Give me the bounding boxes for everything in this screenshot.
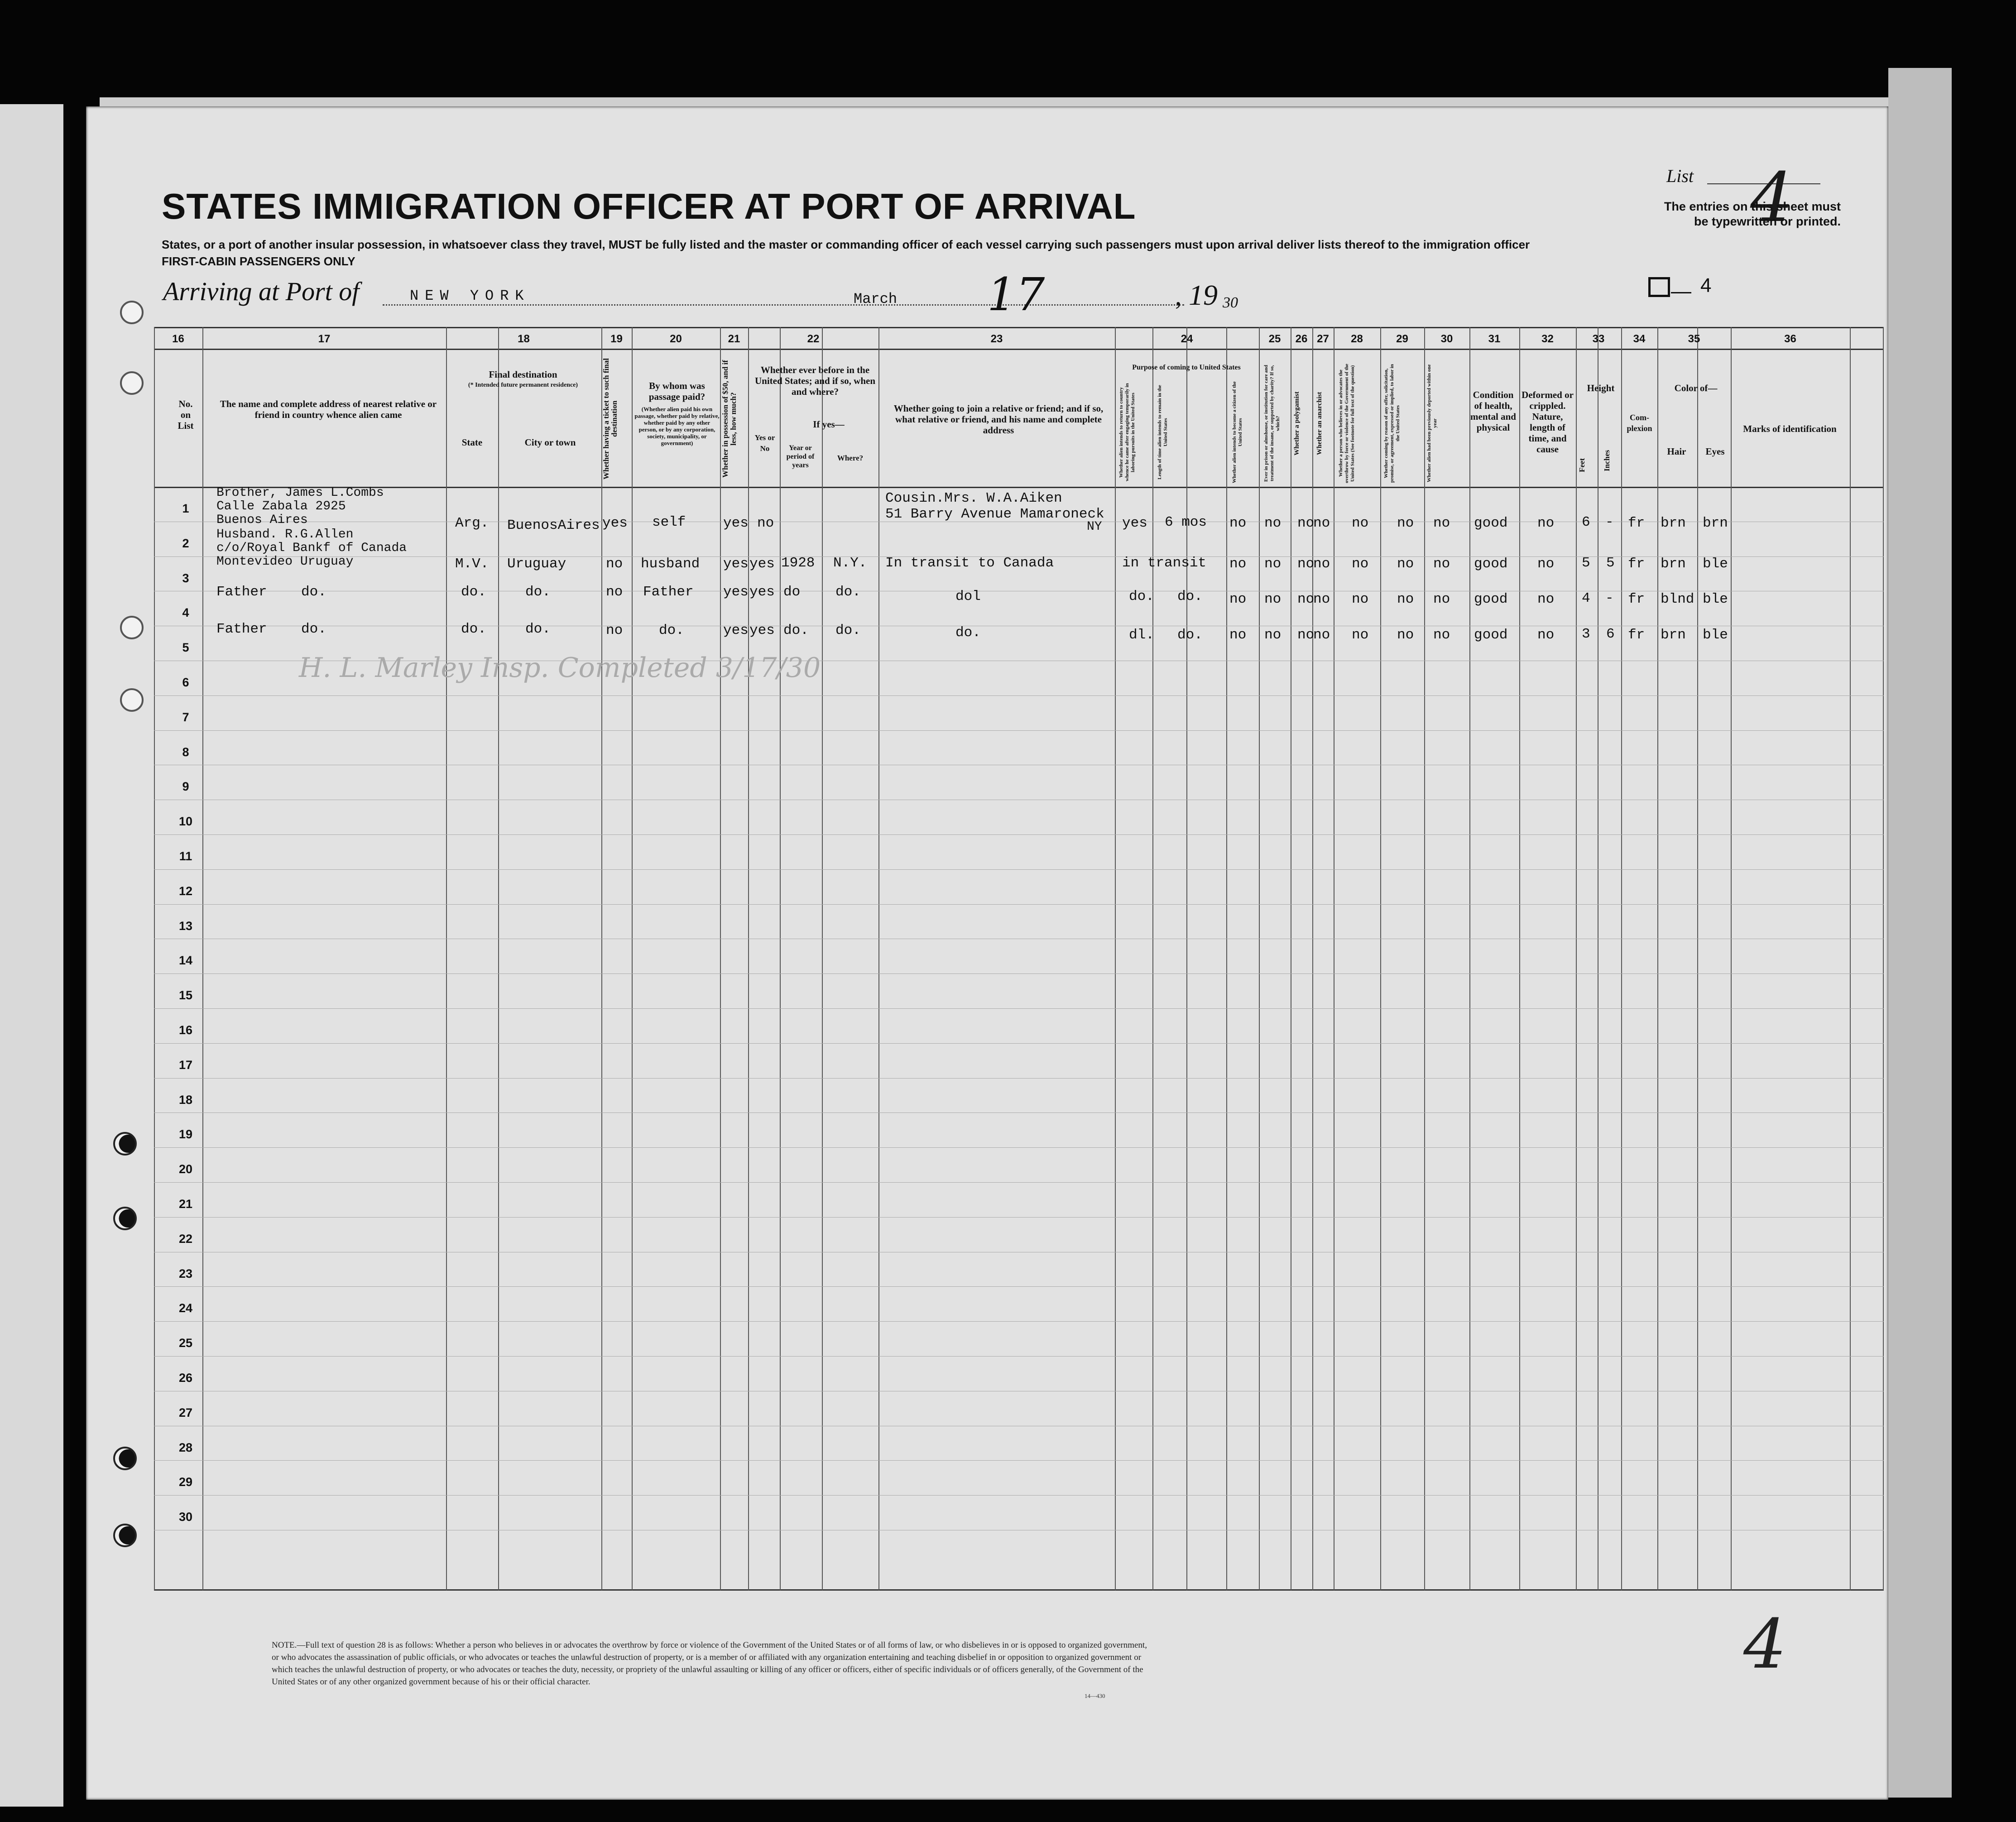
column-rule — [446, 327, 447, 1590]
health: good — [1474, 627, 1508, 643]
header-polygamist: Whether a polygamist — [1293, 391, 1301, 456]
column-number: 18 — [518, 333, 530, 345]
column-rule — [1621, 327, 1622, 1590]
column-number: 16 — [172, 333, 184, 345]
citizen: no — [1229, 627, 1247, 643]
column-rule — [1576, 327, 1577, 1590]
header-return-intent: Whether alien intends to return to country whence he came after engaging temporarily in laboring pursuits in the United States — [1118, 383, 1136, 482]
column-number: 24 — [1181, 333, 1193, 345]
ticket: yes — [602, 515, 628, 531]
relative-address: c/o/Royal Bankf of Canada — [216, 541, 407, 555]
row-number: 21 — [178, 1197, 193, 1211]
header-city: City or town — [524, 437, 576, 448]
binder-hole — [113, 1524, 137, 1547]
row-rule — [154, 695, 1884, 696]
before-us: no — [757, 515, 774, 531]
row-number: 9 — [182, 780, 189, 794]
hair: brn — [1661, 515, 1686, 531]
header-feet: Feet — [1578, 458, 1586, 473]
page-title: STATES IMMIGRATION OFFICER AT PORT OF ARRIVAL — [162, 186, 1136, 226]
row-number: 27 — [178, 1405, 193, 1419]
row-number: 14 — [178, 954, 193, 968]
column-number: 36 — [1784, 333, 1796, 345]
row-number: 13 — [178, 919, 193, 933]
column-rule — [154, 327, 155, 1590]
row-rule — [154, 1495, 1884, 1496]
column-number: 32 — [1541, 333, 1554, 345]
citizen: no — [1229, 591, 1247, 607]
polygamist: no — [1297, 515, 1315, 531]
overthrow: no — [1352, 556, 1369, 572]
port-dotted-line — [383, 304, 1184, 306]
row-number: 28 — [178, 1440, 193, 1454]
header-before-us: Whether ever before in the United States; and if so, when and where? — [754, 364, 876, 397]
row-rule — [154, 1460, 1884, 1461]
header-money: Whether in possession of $50, and if less, how much? — [721, 360, 738, 478]
row-rule — [154, 1147, 1884, 1148]
column-number: 35 — [1688, 333, 1700, 345]
header-year: Year or period of years — [786, 444, 815, 469]
anarchist: no — [1313, 627, 1330, 643]
column-number: 17 — [318, 333, 331, 345]
anarchist: no — [1313, 591, 1330, 607]
header-prison: Ever in prison or almshouse, or institution for care and treatment of the insane, or supported by charity? If so, which? — [1263, 364, 1281, 482]
return-intent: yes — [1122, 515, 1147, 531]
relative-do: do. — [301, 621, 326, 637]
height-inches: - — [1605, 590, 1614, 606]
column-number: 22 — [807, 333, 820, 345]
relative-name: Brother, James L.Combs — [216, 486, 384, 500]
deformed: no — [1537, 515, 1555, 531]
row-number: 23 — [178, 1266, 193, 1280]
join-relative: do. — [955, 625, 981, 641]
relative-name: Father — [216, 584, 267, 600]
health: good — [1474, 515, 1508, 531]
city: BuenosAires — [507, 518, 600, 533]
before-year: do — [783, 584, 801, 600]
before-us: yes — [749, 623, 775, 638]
before-us: yes — [749, 584, 775, 600]
header-state: State — [461, 437, 483, 448]
row-number: 12 — [178, 884, 193, 898]
column-rule — [1226, 327, 1227, 1590]
row-number: 18 — [178, 1093, 193, 1107]
row-number: 19 — [178, 1127, 193, 1141]
complexion: fr — [1628, 556, 1645, 572]
column-rule — [1424, 327, 1425, 1590]
column-rule — [1657, 327, 1658, 1590]
join-relative: dol — [955, 589, 981, 604]
before-where: do. — [835, 584, 861, 600]
header-join-relative: Whether going to join a relative or friend; and if so, what relative or friend, and his name and complete address — [893, 403, 1104, 436]
complexion: fr — [1628, 591, 1645, 607]
row-rule — [154, 730, 1884, 731]
join-relative: Cousin.Mrs. W.A.Aiken — [885, 490, 1062, 506]
deported: no — [1433, 556, 1450, 572]
money: yes — [723, 584, 749, 600]
binder-hole — [120, 301, 144, 324]
header-passage-paid: By whom was passage paid? (Whether alien paid his own passage, whether paid by relative, whether paid by any other person, or by any corporation, society, municipality, or government) — [634, 380, 720, 446]
row-rule — [154, 1356, 1884, 1357]
column-number: 33 — [1592, 333, 1605, 345]
month-value: March — [854, 291, 898, 307]
row-number: 16 — [178, 1023, 193, 1037]
column-rule — [1380, 327, 1381, 1590]
before-us: yes — [749, 556, 775, 572]
binder-hole — [120, 688, 144, 712]
height-feet: 4 — [1582, 590, 1590, 606]
deported: no — [1433, 591, 1450, 607]
row-number: 2 — [182, 536, 189, 550]
overthrow: no — [1352, 591, 1369, 607]
height-feet: 5 — [1582, 555, 1590, 571]
ticket: no — [606, 556, 623, 572]
column-rule — [1152, 327, 1153, 1590]
column-rule — [1115, 327, 1116, 1590]
labor-offer: no — [1397, 591, 1414, 607]
sheet-number: 4 — [1700, 274, 1712, 297]
deported: no — [1433, 515, 1450, 531]
complexion: fr — [1628, 515, 1645, 531]
list-label: List — [1666, 166, 1694, 186]
instruction-text: The entries on this sheet must be typewritten or printed. — [1664, 200, 1841, 228]
header-health: Condition of health, mental and physical — [1470, 389, 1516, 433]
length-stay: do. — [1177, 589, 1203, 604]
column-rule — [1469, 327, 1470, 1590]
row-number: 15 — [178, 988, 193, 1002]
before-year: 1928 — [781, 555, 815, 571]
binder-hole — [120, 371, 144, 395]
eyes: ble — [1703, 556, 1728, 572]
header-relative: The name and complete address of nearest relative or friend in country whence alien came — [220, 398, 437, 420]
deformed: no — [1537, 627, 1555, 643]
column-number: 21 — [728, 333, 740, 345]
eyes: ble — [1703, 591, 1728, 607]
header-anarchist: Whether an anarchist — [1316, 392, 1323, 455]
anarchist: no — [1313, 515, 1330, 531]
row-number: 20 — [178, 1162, 193, 1176]
row-rule — [154, 904, 1884, 905]
row-number: 11 — [179, 849, 192, 863]
row-rule — [154, 869, 1884, 870]
anarchist: no — [1313, 556, 1330, 572]
column-number: 27 — [1317, 333, 1329, 345]
list-number: 4 — [1750, 158, 1794, 237]
labor-offer: no — [1397, 627, 1414, 643]
page-mark: 4 — [1743, 1605, 1787, 1684]
height-inches: 6 — [1606, 626, 1615, 642]
labor-offer: no — [1397, 515, 1414, 531]
paid-by: husband — [641, 556, 700, 572]
eyes: brn — [1703, 515, 1728, 531]
header-overthrow: Whether a person who believes in or advocates the overthrow by force or violence of the Government of the United States (See footnote for full text of the question) — [1338, 364, 1355, 483]
height-feet: 6 — [1582, 514, 1590, 530]
header-citizen: Whether alien intends to become a citizen of the United States — [1232, 381, 1243, 484]
row-number: 1 — [182, 502, 189, 515]
row-number: 17 — [178, 1058, 193, 1072]
row-number: 10 — [178, 815, 193, 829]
polygamist: no — [1297, 556, 1315, 572]
relative-city: Buenos Aires — [216, 513, 308, 527]
relative-do: do. — [301, 584, 326, 600]
binder-hole — [113, 1132, 137, 1156]
purpose: in transit — [1122, 555, 1207, 571]
row-number: 6 — [182, 676, 189, 689]
row-rule — [154, 1182, 1884, 1183]
table-header-rule — [154, 487, 1884, 488]
header-eyes: Eyes — [1705, 446, 1725, 457]
state: do. — [461, 621, 486, 637]
column-number: 30 — [1440, 333, 1453, 345]
join-address: 51 Barry Avenue Mamaroneck — [885, 506, 1104, 522]
column-number: 34 — [1633, 333, 1646, 345]
relative-city: Montevideo Uruguay — [216, 555, 354, 569]
column-rule — [1850, 327, 1851, 1590]
row-number: 29 — [178, 1475, 193, 1489]
city: Uruguay — [507, 556, 566, 572]
return-intent: dl. — [1129, 627, 1154, 643]
row-number: 30 — [178, 1510, 193, 1524]
column-number: 31 — [1488, 333, 1501, 345]
header-ticket: Whether having a ticket to such final destination — [602, 358, 619, 479]
manifest-sheet — [86, 106, 1888, 1800]
row-number: 3 — [182, 571, 189, 585]
row-rule — [154, 1043, 1884, 1044]
state: Arg. — [455, 515, 489, 531]
column-number: 29 — [1396, 333, 1408, 345]
length-stay: do. — [1177, 627, 1203, 643]
eyes: ble — [1703, 627, 1728, 643]
header-where: Where? — [837, 454, 864, 462]
row-number: 8 — [182, 745, 189, 759]
prison: no — [1264, 627, 1282, 643]
before-where: N.Y. — [833, 555, 867, 571]
height-inches: - — [1605, 514, 1614, 530]
header-inches: Inches — [1603, 450, 1611, 472]
day-value: 17 — [987, 268, 1045, 321]
header-final-destination: Final destination (* Intended future permanent residence) — [468, 369, 578, 388]
money: yes — [723, 623, 749, 638]
column-number: 28 — [1351, 333, 1363, 345]
arriving-label: Arriving at Port of — [163, 277, 360, 306]
hair: blnd — [1661, 591, 1694, 607]
state: do. — [461, 584, 486, 600]
paid-by: self — [652, 514, 686, 530]
money: yes — [723, 515, 749, 531]
paid-by: do. — [659, 623, 684, 638]
prison: no — [1264, 515, 1282, 531]
column-rule — [1697, 327, 1698, 1590]
city: do. — [525, 621, 551, 637]
height-inches: 5 — [1606, 555, 1615, 571]
sheet-number-box — [1648, 277, 1670, 297]
join-relative: In transit to Canada — [885, 555, 1054, 571]
state: M.V. — [455, 556, 489, 572]
column-rule — [632, 327, 633, 1590]
row-number: 25 — [178, 1336, 193, 1350]
header-length-stay: Length of time alien intends to remain in the United States — [1157, 385, 1168, 480]
column-rule — [1883, 327, 1884, 1590]
header-height: Height — [1587, 383, 1615, 393]
left-page-edge — [0, 104, 63, 1807]
header-hair: Hair — [1667, 446, 1686, 457]
prison: no — [1264, 556, 1282, 572]
money: yes — [723, 556, 749, 572]
citizen: no — [1229, 556, 1247, 572]
ticket: no — [606, 584, 623, 600]
row-rule — [154, 1286, 1884, 1287]
header-color: Color of— — [1674, 383, 1718, 393]
column-rule — [878, 327, 879, 1590]
row-rule — [154, 1321, 1884, 1322]
form-code: 14—430 — [1085, 1693, 1105, 1699]
column-rule — [1519, 327, 1520, 1590]
header-before-yes: Yes or No — [754, 433, 775, 453]
paid-by: Father — [643, 584, 694, 600]
overthrow: no — [1352, 515, 1369, 531]
deformed: no — [1537, 591, 1555, 607]
height-feet: 3 — [1582, 626, 1590, 642]
row-number: 4 — [182, 606, 189, 620]
citizen: no — [1229, 515, 1247, 531]
row-rule — [154, 1078, 1884, 1079]
right-page-edge — [1888, 68, 1952, 1798]
table-top-rule — [154, 327, 1884, 328]
row-rule — [154, 1112, 1884, 1113]
column-number: 20 — [670, 333, 682, 345]
polygamist: no — [1297, 627, 1315, 643]
footnote: NOTE.—Full text of question 28 is as follows: Whether a person who believes in or advocates the overthrow by force or violence of the Government of the United States or of all forms of law, or who disbelieves in or is opposed to organized government, or who advocates the assassination of public officials, or who advocates or teaches the unlawful destruction of property, or is a member of or affiliated with any organization entertaining and teaching disbelief in or opposition to organized government or which teaches the unlawful destruction of property, or who advocates or teaches the duty, necessity, or propriety of the unlawful assaulting or killing of any officer or officers, either of specific individuals or of officers generally, of the Government of the United States or of any other organized government because of his or their official character. — [272, 1640, 1147, 1687]
before-year: do. — [783, 623, 809, 638]
row-rule — [154, 834, 1884, 835]
deported: no — [1433, 627, 1450, 643]
binder-hole — [120, 616, 144, 639]
column-number: 19 — [610, 333, 623, 345]
column-rule — [720, 327, 721, 1590]
hair: brn — [1661, 627, 1686, 643]
first-cabin-label: FIRST-CABIN PASSENGERS ONLY — [162, 254, 355, 268]
before-where: do. — [835, 623, 861, 638]
column-number: 23 — [990, 333, 1003, 345]
port-value: NEW YORK — [410, 288, 530, 304]
row-rule — [154, 1217, 1884, 1218]
header-complexion: Com-plexion — [1627, 413, 1652, 433]
overthrow: no — [1352, 627, 1369, 643]
header-no-on-list: No. on List — [178, 398, 194, 431]
header-if-yes: If yes— — [813, 419, 845, 430]
health: good — [1474, 556, 1508, 572]
labor-offer: no — [1397, 556, 1414, 572]
column-number: 25 — [1268, 333, 1281, 345]
length-stay: 6 mos — [1165, 514, 1207, 530]
ticket: no — [606, 623, 623, 638]
year-prefix: 19 — [1189, 279, 1218, 311]
header-deformed: Deformed or crippled. Nature, length of time, and cause — [1522, 389, 1574, 455]
table-colnum-rule — [154, 349, 1884, 350]
polygamist: no — [1297, 591, 1315, 607]
complexion: fr — [1628, 627, 1645, 643]
health: good — [1474, 591, 1508, 607]
relative-name: Father — [216, 621, 267, 637]
join-state: NY — [1087, 520, 1102, 534]
column-rule — [1259, 327, 1260, 1590]
hair: brn — [1661, 556, 1686, 572]
column-rule — [780, 327, 781, 1590]
table-bottom-rule — [154, 1589, 1884, 1591]
city: do. — [525, 584, 551, 600]
column-rule — [498, 327, 499, 1590]
page-subtitle: States, or a port of another insular possession, in whatsoever class they travel, MUST be fully listed and the master or commanding officer of each vessel carrying such passengers must upon arrival deliver lists thereof to the immigration officer — [162, 238, 1530, 251]
row-number: 7 — [182, 710, 189, 724]
deformed: no — [1537, 556, 1555, 572]
header-purpose: Purpose of coming to United States — [1132, 364, 1241, 371]
header-marks: Marks of identification — [1743, 423, 1837, 434]
prison: no — [1264, 591, 1282, 607]
binder-hole — [113, 1207, 137, 1230]
binder-hole — [113, 1447, 137, 1470]
return-intent: do. — [1129, 589, 1154, 604]
row-number: 22 — [178, 1232, 193, 1246]
column-number: 26 — [1295, 333, 1308, 345]
row-number: 24 — [178, 1301, 193, 1315]
column-rule — [822, 327, 823, 1590]
row-rule — [154, 973, 1884, 974]
sheet-number-line — [1671, 292, 1691, 293]
column-rule — [1731, 327, 1732, 1590]
relative-address: Calle Zabala 2925 — [216, 499, 346, 513]
header-labor-offer: Whether coming by reason of any offer, solicitation, promise, or agreement, expressed or implied, to labor in the United States — [1383, 364, 1401, 483]
inspector-annotation: H. L. Marley Insp. Completed 3/17/30 — [299, 652, 821, 684]
relative-name: Husband. R.G.Allen — [216, 527, 354, 542]
row-number: 5 — [182, 641, 189, 655]
row-rule — [154, 1008, 1884, 1009]
row-number: 26 — [178, 1371, 193, 1385]
date-comma: , — [1175, 281, 1182, 311]
header-deported: Whether alien had been previously deported within one year — [1426, 364, 1438, 483]
year-suffix: 30 — [1223, 294, 1238, 311]
